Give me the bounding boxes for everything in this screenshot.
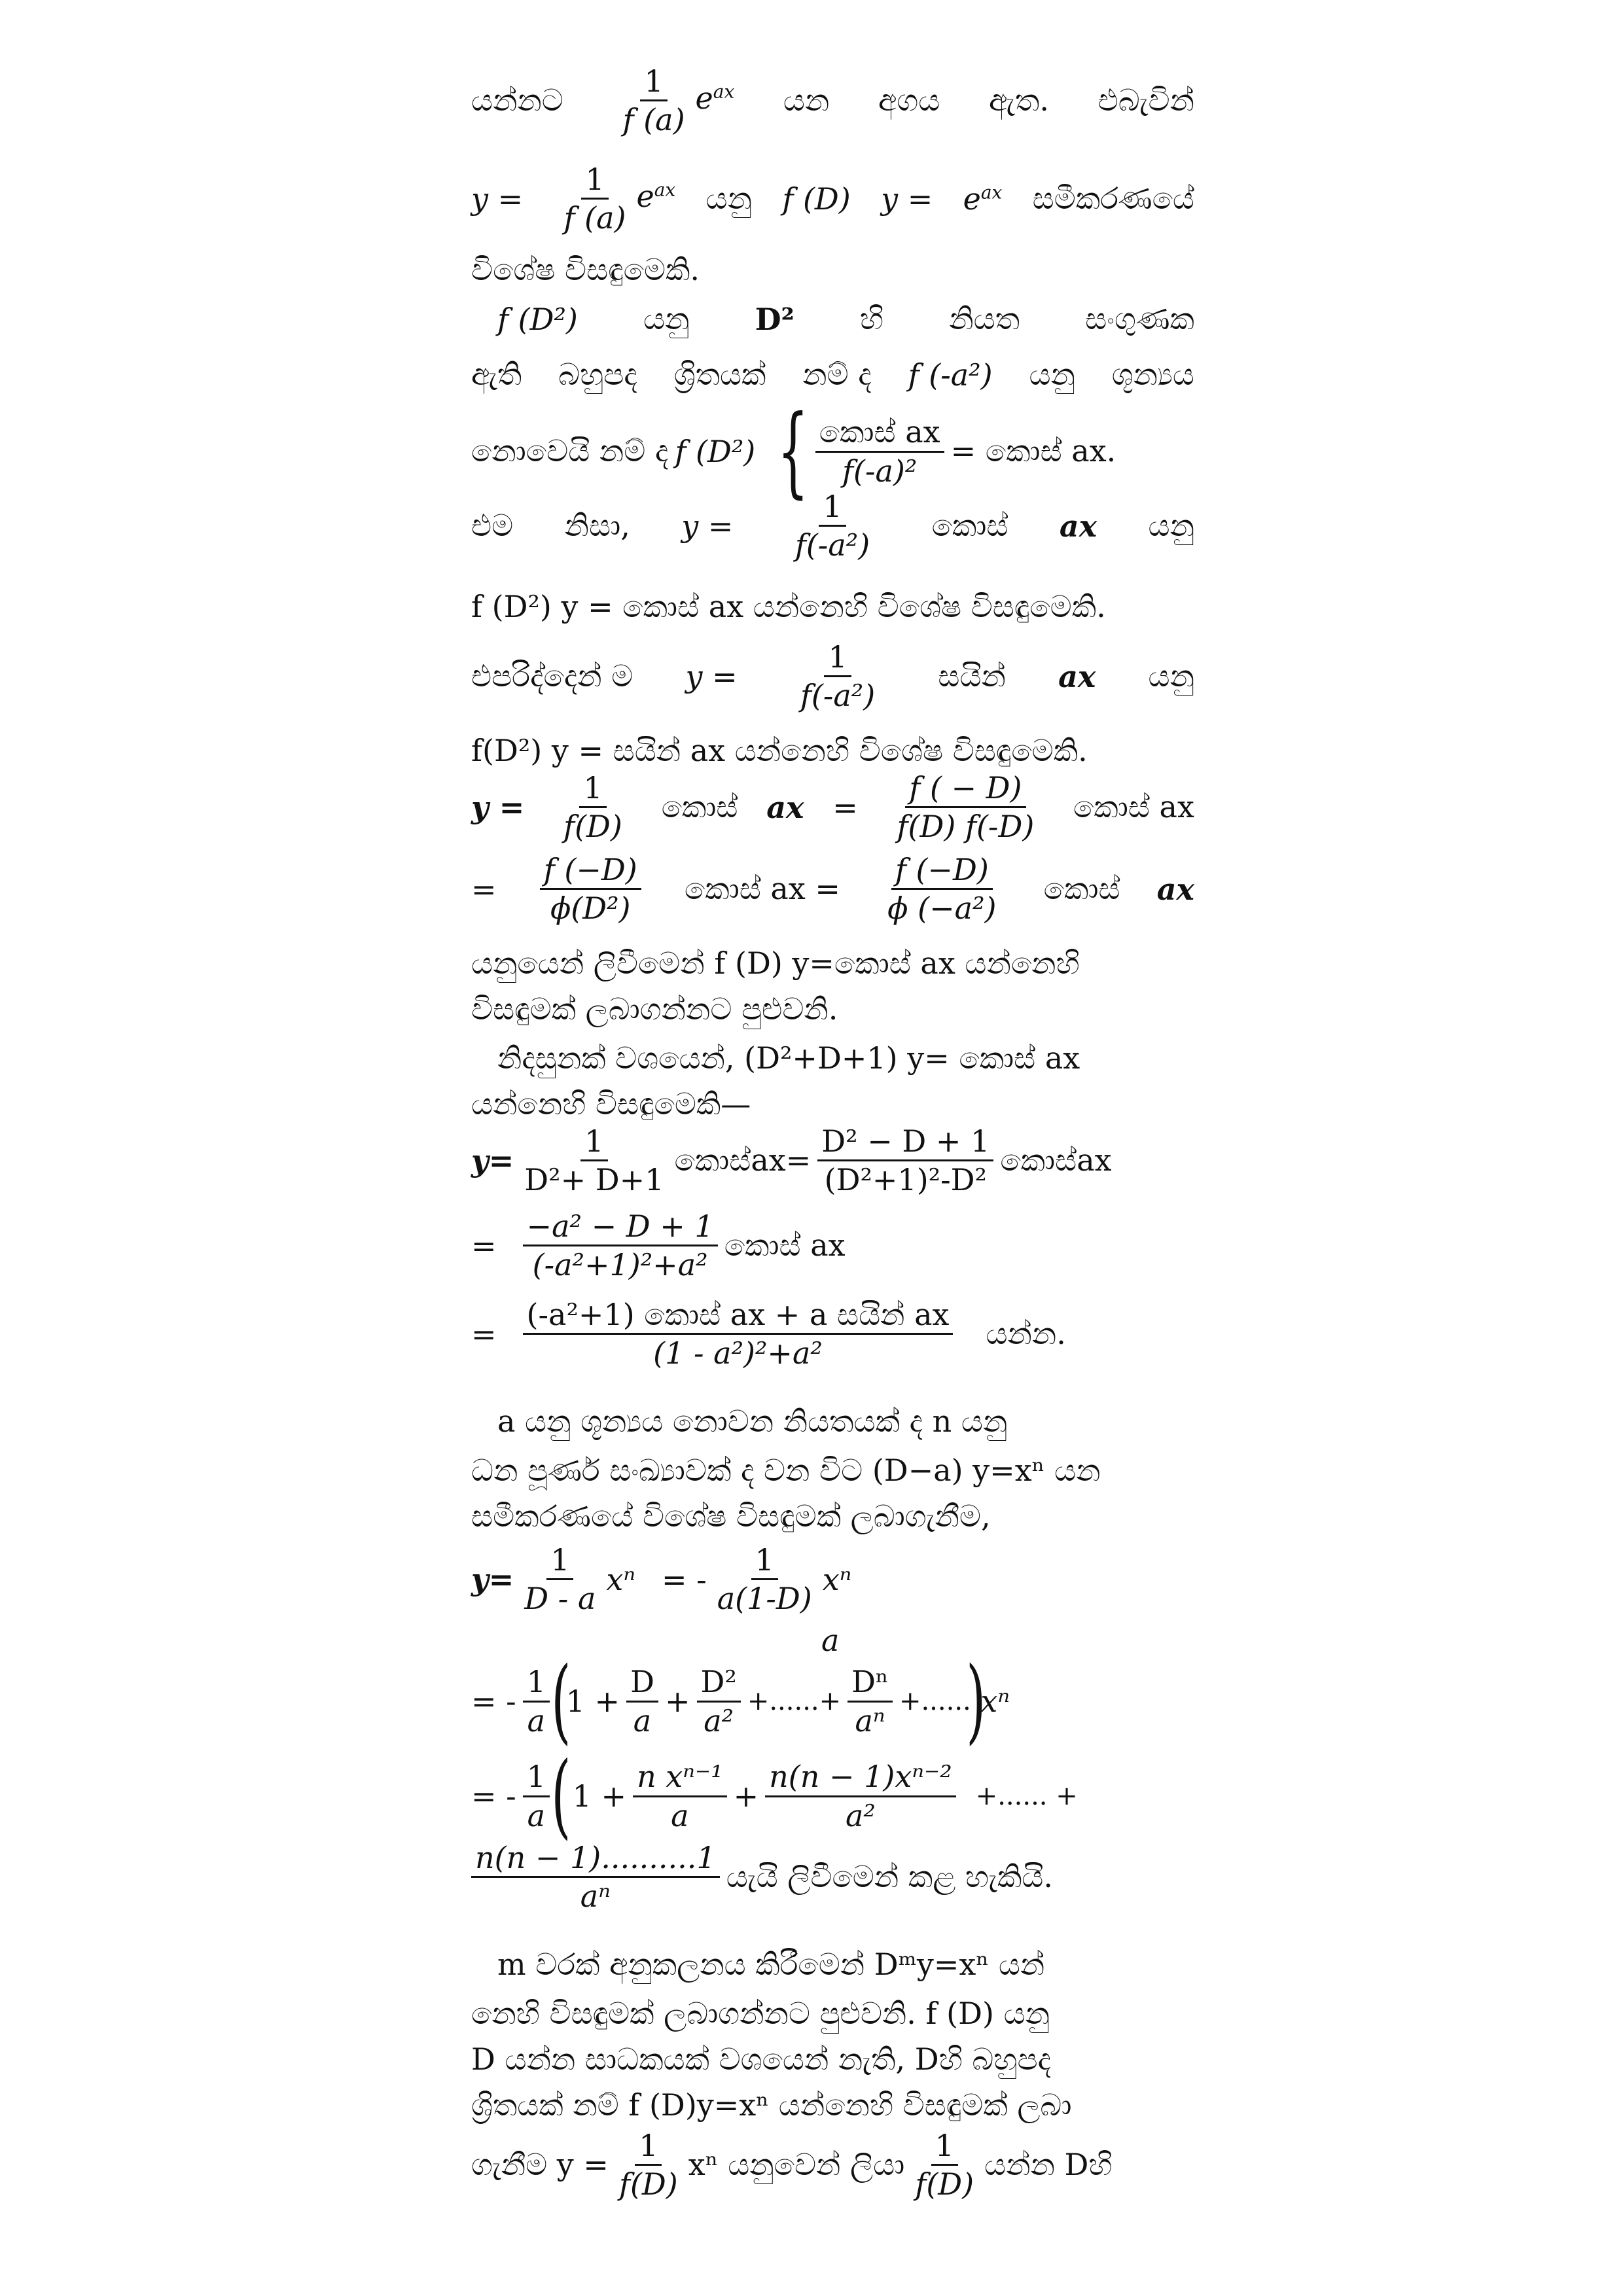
denominator-sub: a: [821, 1623, 840, 1658]
text-line-2: [471, 164, 1194, 234]
fraction-denominator: f(D): [915, 2166, 974, 2202]
text-line-5: [471, 357, 1194, 393]
math-expression: = -: [471, 1684, 516, 1719]
math-expression: xⁿ: [980, 1684, 1010, 1719]
fraction-numerator: −a² − D + 1: [523, 1210, 718, 1246]
fraction-denominator: a: [527, 1797, 546, 1833]
text-line-19: [471, 1299, 1194, 1369]
math-expression: y=: [471, 1142, 514, 1178]
math-expression: =: [832, 789, 858, 825]
math-expression: ax: [1058, 658, 1096, 694]
math-expression: xⁿ: [606, 1561, 635, 1597]
fraction-denominator: (-a²+1)²+a²: [532, 1247, 708, 1283]
fraction-denominator: aⁿ: [580, 1879, 611, 1915]
text-line-25: [471, 1742, 1194, 1849]
text-segment: = කොස් ax.: [950, 433, 1116, 468]
text-segment: යනු: [1148, 507, 1194, 543]
fraction-denominator: D²+ D+1: [524, 1162, 664, 1198]
math-expression: y =: [881, 181, 933, 217]
text-line-7: [471, 491, 1194, 561]
math-expression: f (D²): [497, 302, 578, 337]
text-line-10: f(D²) y = සයින් ax යන්නෙහි විශේෂ විසඳුමෙකි.: [471, 733, 1088, 768]
fraction-numerator: 1: [635, 2130, 662, 2166]
math-expression: +: [733, 1778, 759, 1814]
text-segment: එපරිද්දෙන් ම: [471, 658, 633, 694]
superscript: ax: [713, 80, 735, 103]
fraction-denominator: a: [671, 1797, 689, 1833]
math-symbol: e: [963, 181, 981, 217]
fraction-numerator: 1: [580, 1125, 607, 1161]
fraction-numerator: Dⁿ: [847, 1666, 893, 1702]
fraction-numerator: D²: [697, 1666, 741, 1702]
text-segment: යන්නට: [471, 82, 563, 118]
text-segment: ශ්‍රිතයක්: [673, 357, 766, 392]
fraction-denominator: f(-a²): [800, 678, 876, 714]
fraction-numerator: 1: [523, 1761, 550, 1797]
left-brace: {: [777, 395, 809, 508]
fraction-denominator: aⁿ: [855, 1703, 885, 1739]
math-expression: y =: [681, 508, 734, 544]
fraction-denominator: a(1-D): [717, 1581, 812, 1617]
fraction-numerator: f ( − D): [905, 772, 1026, 808]
fraction-denominator: a²: [845, 1797, 876, 1833]
fraction-numerator: D² − D + 1: [817, 1125, 993, 1161]
fraction-numerator: 1: [546, 1544, 573, 1580]
left-paren: (: [551, 1648, 571, 1754]
text-line-20: a යනු ශූන්‍යය නොවන නියතයක් ද n යනු: [497, 1404, 1008, 1439]
fraction-numerator: 1: [640, 65, 667, 101]
math-expression: y =: [471, 789, 525, 825]
text-segment: සමීකරණයේ: [1032, 180, 1194, 216]
fraction: [613, 65, 735, 136]
text-line-28: නෙහි විසඳුමක් ලබාගන්නට පුළුවනි. f (D) යනු: [471, 1996, 1050, 2031]
math-expression: y =: [685, 658, 738, 694]
fraction-numerator: 1: [579, 772, 606, 808]
text-line-27: m වරක් අනුකලනය කිරීමෙන් Dᵐy=xⁿ යන්: [497, 1947, 1045, 1982]
text-segment: කොස් ax: [1073, 788, 1194, 824]
text-line-16: යන්නෙහි විසඳුමෙකි—: [471, 1086, 751, 1122]
math-expression: ax: [1059, 508, 1097, 544]
text-segment: කොස් ax: [724, 1227, 846, 1263]
text-segment: කොස්: [1043, 870, 1120, 906]
fraction-denominator: f(-a²): [794, 527, 870, 563]
text-segment: යන්න.: [986, 1315, 1066, 1351]
fraction-numerator: n(n − 1)xⁿ⁻²: [765, 1761, 956, 1797]
text-line-12: [471, 854, 1194, 925]
math-expression: y =: [471, 181, 524, 217]
fraction: [554, 164, 676, 234]
text-segment: සංගුණක: [1085, 301, 1194, 336]
text-segment: සයින්: [938, 658, 1006, 694]
math-expression: 1 +: [565, 1684, 620, 1719]
text-line-6: [471, 395, 1194, 508]
text-segment: අගය: [878, 82, 940, 118]
text-segment: යන: [783, 82, 830, 118]
text-line-17: [471, 1125, 1194, 1196]
text-line-22: සමීකරණයේ විශේෂ විසඳුමක් ලබාගැනීම,: [471, 1498, 991, 1534]
text-line-13: යනුයෙන් ලිවීමෙන් f (D) y=කොස් ax යන්නෙහි: [471, 945, 1080, 981]
math-symbol: e: [636, 178, 654, 214]
fraction-denominator: a: [527, 1703, 546, 1739]
text-segment: එබැවින්: [1097, 82, 1194, 118]
fraction-numerator: n(n − 1)..........1: [471, 1842, 720, 1878]
text-segment: යනු: [1148, 658, 1194, 694]
math-expression: f (-a²): [908, 357, 993, 393]
math-expression: =: [471, 1316, 497, 1352]
text-line-29: D යන්න සාධකයක් වශයෙන් නැති, Dහි බහුපද: [471, 2041, 1052, 2077]
fraction-denominator: f(-a)²: [842, 453, 918, 489]
math-expression: +: [664, 1684, 690, 1719]
fraction-denominator: ϕ(D²): [550, 891, 631, 927]
text-segment: හි: [859, 301, 884, 336]
text-segment: xⁿ යනුවෙන් ලියා: [688, 2146, 905, 2182]
math-expression: +......+: [747, 1686, 842, 1716]
fraction-denominator: (1 - a²)²+a²: [653, 1335, 823, 1371]
text-segment: කොස් ax =: [684, 870, 840, 906]
text-line-21: ධන පූර්ණ සංඛ්‍යාවක් ද වන විට (D−a) y=xⁿ යන: [471, 1453, 1101, 1488]
fraction-denominator: f(D): [563, 809, 622, 845]
fraction-numerator: 1: [581, 164, 608, 200]
fraction-numerator: 1: [931, 2130, 958, 2166]
text-segment: යැයි ලිවීමෙන් කළ හැකියි.: [726, 1858, 1053, 1894]
text-segment: යනු: [643, 301, 690, 336]
math-symbol: e: [695, 80, 713, 116]
text-segment: නිසා,: [564, 507, 630, 543]
text-line-30: ශ්‍රිතයක් නම් f (D)y=xⁿ යන්නෙහි විසඳුමක් ලබා: [471, 2087, 1072, 2123]
text-segment: යනු: [1029, 357, 1075, 392]
math-expression: =: [471, 871, 497, 907]
text-line-3: විශේෂ විසඳුමෙකි.: [471, 252, 700, 287]
text-segment: ශූන්‍යය: [1111, 357, 1194, 392]
math-expression: xⁿ: [822, 1561, 852, 1597]
math-expression: = -: [471, 1778, 516, 1814]
math-expression: y=: [471, 1561, 514, 1597]
superscript: ax: [654, 179, 676, 201]
text-segment: කොස්: [931, 507, 1008, 543]
math-expression: = -: [661, 1561, 707, 1597]
right-paren: ): [966, 1648, 986, 1754]
text-line-8: f (D²) y = කොස් ax යන්නෙහි විශේෂ විසඳුමෙකි.: [471, 589, 1106, 624]
text-line-24: [471, 1648, 1194, 1754]
text-segment: නොවෙයි නම් ද: [471, 433, 669, 468]
math-expression: ax: [766, 789, 804, 825]
text-line-4: [471, 301, 1194, 338]
fraction-numerator: 1: [824, 641, 851, 677]
text-line-1: [471, 65, 1194, 136]
text-segment: ඇති: [471, 357, 522, 392]
math-expression: ax: [1156, 871, 1194, 907]
fraction-numerator: 1: [751, 1544, 778, 1580]
math-expression: f (D): [782, 181, 851, 217]
fraction-numerator: D: [626, 1666, 658, 1702]
page-body: [471, 65, 1194, 2225]
text-segment: එම: [471, 507, 514, 543]
fraction-denominator: D - a: [524, 1581, 596, 1617]
math-expression: =: [471, 1227, 497, 1263]
fraction-denominator: a²: [704, 1703, 734, 1739]
math-expression: D²: [755, 302, 794, 337]
text-segment: කොස්ax=: [674, 1142, 812, 1178]
fraction-numerator: f (−D): [540, 854, 641, 890]
fraction-numerator: 1: [819, 491, 846, 527]
text-segment: නියත: [949, 301, 1020, 336]
left-paren: (: [551, 1742, 571, 1849]
text-segment: යන්න Dහි: [984, 2146, 1113, 2182]
text-line-15: නිදසුනක් වශයෙන්, (D²+D+1) y= කොස් ax: [497, 1040, 1080, 1076]
text-line-9: [471, 641, 1194, 712]
fraction-denominator: f(D): [618, 2166, 678, 2202]
fraction-numerator: කොස් ax: [815, 416, 944, 452]
math-expression: f (D²): [675, 434, 756, 469]
fraction-numerator: 1: [523, 1666, 550, 1702]
fraction-denominator: f (a): [563, 200, 626, 236]
math-expression: +...... +: [975, 1781, 1078, 1811]
text-segment: කොස්: [661, 788, 738, 824]
fraction-numerator: (-a²+1) කොස් ax + a සයින් ax: [523, 1299, 954, 1335]
fraction-denominator: f (a): [622, 102, 685, 138]
text-line-14: විසඳුමක් ලබාගන්නට පුළුවනි.: [471, 991, 838, 1027]
fraction-denominator: ϕ (−a²): [887, 891, 997, 927]
text-segment: ඇත.: [989, 82, 1049, 118]
text-segment: යනු: [705, 180, 752, 216]
text-line-26: [471, 1842, 1194, 1913]
text-line-31: [471, 2130, 1194, 2200]
text-segment: ගැනීම y =: [471, 2146, 609, 2182]
superscript: ax: [980, 181, 1003, 203]
math-expression: 1 +: [572, 1778, 627, 1814]
fraction-denominator: f(D) f(-D): [897, 809, 1035, 845]
text-line-11: [471, 772, 1194, 843]
math-expression: +......: [899, 1686, 971, 1716]
text-line-23: [471, 1544, 1194, 1615]
fraction-numerator: n xⁿ⁻¹: [633, 1761, 727, 1797]
fraction-numerator: f (−D): [891, 854, 993, 890]
fraction-denominator: (D²+1)²-D²: [824, 1162, 987, 1198]
text-segment: කොස්ax: [1000, 1142, 1112, 1178]
text-segment: නම් ද: [802, 357, 872, 392]
fraction-denominator: a: [633, 1703, 652, 1739]
text-line-18: [471, 1210, 1194, 1281]
text-segment: බහුපද: [558, 357, 637, 392]
